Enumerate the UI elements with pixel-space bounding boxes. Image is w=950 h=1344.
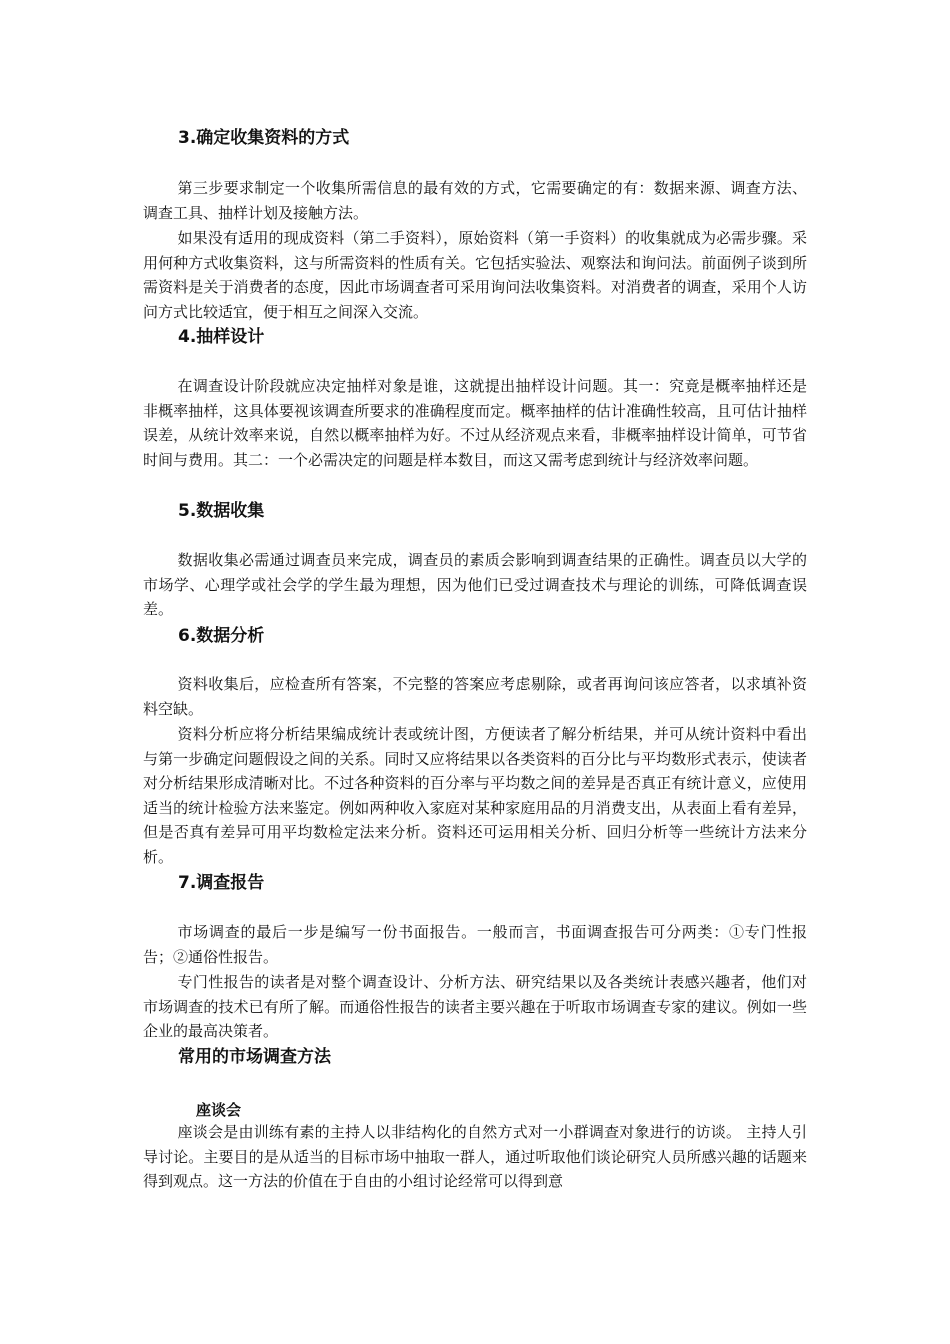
subsection-heading: 座谈会 bbox=[196, 1101, 242, 1119]
section-heading-3: 3.确定收集资料的方式 bbox=[178, 128, 350, 148]
methods-heading: 常用的市场调查方法 bbox=[178, 1047, 331, 1067]
section-heading-4: 4.抽样设计 bbox=[178, 327, 265, 347]
section-7-paragraph-2: 专门性报告的读者是对整个调查设计、分析方法、研究结果以及各类统计表感兴趣者，他们对市场调查的技术已有所了解。而通俗性报告的读者主要兴趣在于听取市场调查专家的建议。例如一些企业的最高决策者。 bbox=[143, 973, 807, 1040]
section-6-paragraph-1: 资料收集后，应检查所有答案，不完整的答案应考虑剔除，或者再询问该应答者，以求填补资料空缺。 bbox=[143, 675, 807, 718]
section-3-paragraph-1: 第三步要求制定一个收集所需信息的最有效的方式，它需要确定的有：数据来源、调查方法、调查工具、抽样计划及接触方法。 bbox=[143, 179, 807, 222]
section-5-paragraph-1: 数据收集必需通过调查员来完成，调查员的素质会影响到调查结果的正确性。调查员以大学的市场学、心理学或社会学的学生最为理想，因为他们已受过调查技术与理论的训练，可降低调查误差。 bbox=[143, 551, 807, 618]
section-6-paragraph-2: 资料分析应将分析结果编成统计表或统计图，方便读者了解分析结果，并可从统计资料中看出与第一步确定问题假设之间的关系。同时又应将结果以各类资料的百分比与平均数形式表示，使读者对分析结果形成清晰对比。不过各种资料的百分率与平均数之间的差异是否真正有统计意义，应使用适当的统计检验方法来鉴定。例如两种收入家庭对某种家庭用品的月消费支出，从表面上看有差异，但是否真有差异可用平均数检定法来分析。资料还可运用相关分析、回归分析等一些统计方法来分析。 bbox=[143, 725, 807, 866]
section-heading-5: 5.数据收集 bbox=[178, 501, 265, 521]
section-heading-7: 7.调查报告 bbox=[178, 873, 265, 893]
subsection-paragraph: 座谈会是由训练有素的主持人以非结构化的自然方式对一小群调查对象进行的访谈。 主持人引导讨论。主要目的是从适当的目标市场中抽取一群人，通过听取他们谈论研究人员所感兴趣的话题来得到观点。这一方法的价值在于自由的小组讨论经常可以得到意 bbox=[143, 1123, 807, 1190]
section-4-paragraph-1: 在调查设计阶段就应决定抽样对象是谁，这就提出抽样设计问题。其一：究竟是概率抽样还是非概率抽样，这具体要视该调查所要求的准确程度而定。概率抽样的估计准确性较高，且可估计抽样误差，从统计效率来说，自然以概率抽样为好。不过从经济观点来看，非概率抽样设计简单，可节省时间与费用。其二：一个必需决定的问题是样本数目，而这又需考虑到统计与经济效率问题。 bbox=[143, 377, 807, 469]
section-7-paragraph-1: 市场调查的最后一步是编写一份书面报告。一般而言，书面调查报告可分两类：①专门性报告；②通俗性报告。 bbox=[143, 923, 807, 966]
section-3-paragraph-2: 如果没有适用的现成资料（第二手资料），原始资料（第一手资料）的收集就成为必需步骤。采用何种方式收集资料，这与所需资料的性质有关。它包括实验法、观察法和询问法。前面例子谈到所需资料是关于消费者的态度，因此市场调查者可采用询问法收集资料。对消费者的调查，采用个人访问方式比较适宜，便于相互之间深入交流。 bbox=[143, 229, 807, 321]
section-heading-6: 6.数据分析 bbox=[178, 626, 265, 646]
